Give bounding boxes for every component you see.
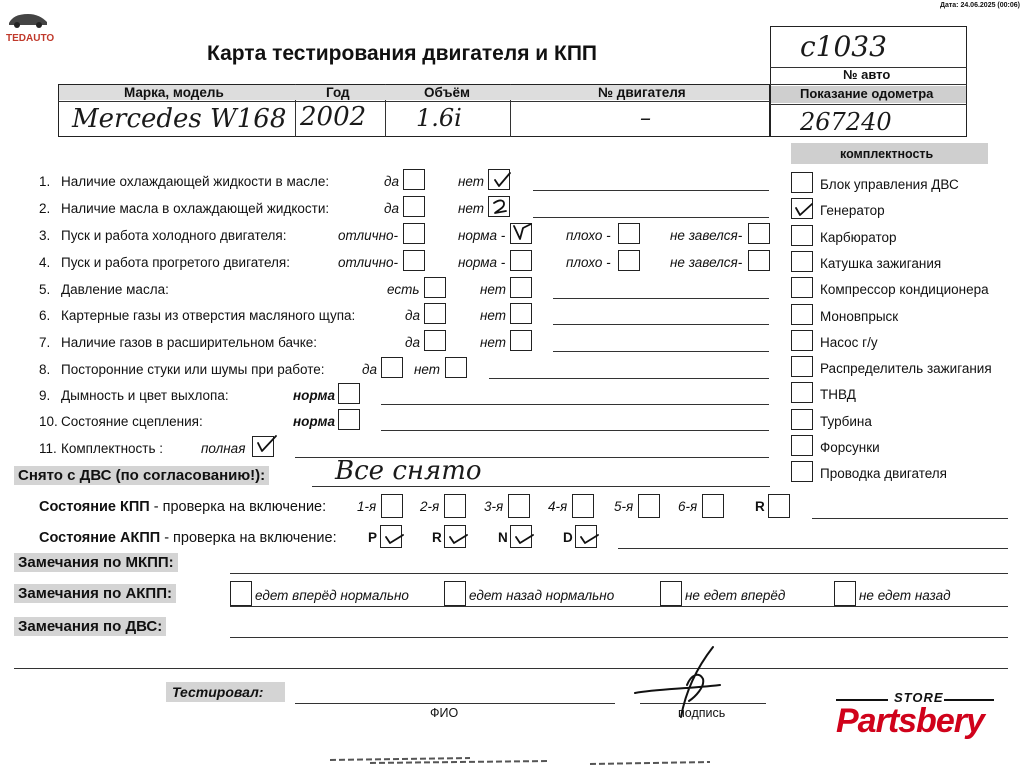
opt-no-start: не завелся- <box>670 228 743 243</box>
gear-checkbox[interactable] <box>572 494 594 518</box>
checkbox-bad[interactable] <box>618 223 640 244</box>
checkbox-yes[interactable] <box>424 330 446 351</box>
akpp-rest: - проверка на включение: <box>160 530 337 546</box>
signature-scribble <box>625 645 735 725</box>
checkmark-icon <box>512 527 534 547</box>
gear-label: 2-я <box>420 499 440 514</box>
completeness-item-label: Форсунки <box>820 440 880 455</box>
gear-label: 3-я <box>484 499 504 514</box>
checkmark-icon <box>382 527 404 547</box>
checkbox-normal[interactable] <box>338 383 360 404</box>
gear-label: 5-я <box>614 499 634 514</box>
opt-no: нет <box>480 308 507 323</box>
col-engine-no: № двигателя <box>598 85 686 100</box>
odometer-label: Показание одометра <box>800 86 934 101</box>
gear-checkbox[interactable] <box>381 494 403 518</box>
completeness-checkbox[interactable] <box>791 461 813 482</box>
scan-noise <box>330 748 850 768</box>
auto-position-label: P <box>368 530 378 545</box>
gear-label: 1-я <box>357 499 377 514</box>
opt-normal: норма <box>293 414 335 429</box>
row-number: 2. <box>39 201 51 216</box>
auto-remark-checkbox[interactable] <box>834 581 856 606</box>
completeness-item-label: Проводка двигателя <box>820 466 947 482</box>
signature-label: подпись <box>678 706 726 720</box>
row-text: Комплектность : <box>61 441 164 456</box>
tested-by-label: Тестировал: <box>166 682 285 702</box>
auto-position-label: R <box>432 530 442 545</box>
row-number: 5. <box>39 282 51 297</box>
gear-checkbox[interactable] <box>768 494 790 518</box>
print-date: Дата: 24.06.2025 (00:06) <box>939 2 1020 9</box>
completeness-checkbox[interactable] <box>791 435 813 456</box>
checkmark-icon <box>511 222 533 242</box>
row-number: 9. <box>39 388 51 403</box>
completeness-checkbox[interactable] <box>791 409 813 430</box>
checkmark-icon <box>793 199 815 219</box>
completeness-item-label: Карбюратор <box>820 229 897 245</box>
tedauto-logo <box>6 8 54 42</box>
opt-no: нет <box>458 174 485 189</box>
opt-no: нет <box>414 362 441 377</box>
auto-position-label: N <box>498 530 508 545</box>
completeness-item-label: Блок управления ДВС <box>820 177 959 192</box>
checkbox-yes[interactable] <box>403 169 425 190</box>
checkmark-icon <box>492 170 514 190</box>
removed-handwritten: Все снято <box>335 456 482 486</box>
opt-no-start: не завелся- <box>670 255 743 270</box>
partsbery-logo <box>836 690 1006 750</box>
checkbox-no-start[interactable] <box>748 250 770 271</box>
checkbox-excellent[interactable] <box>403 250 425 271</box>
remarks-auto-label: Замечания по АКПП: <box>14 584 176 603</box>
completeness-item-label: Турбина <box>820 413 872 429</box>
gear-label: 4-я <box>548 499 568 514</box>
col-volume: Объём <box>424 85 470 100</box>
row-text: Наличие охлаждающей жидкости в масле: <box>61 174 330 189</box>
gear-checkbox[interactable] <box>702 494 724 518</box>
make-handwritten: Mercedes W168 <box>72 104 287 134</box>
completeness-checkbox[interactable] <box>791 172 813 193</box>
opt-yes: да <box>384 201 399 216</box>
completeness-item-label: Катушка зажигания <box>820 255 942 271</box>
row-number: 7. <box>39 335 51 350</box>
gear-label: R <box>755 499 765 514</box>
engine-no-handwritten: – <box>640 106 651 131</box>
fio-label: ФИО <box>430 706 459 720</box>
row-text: Посторонние стуки или шумы при работе: <box>61 362 325 377</box>
auto-remark-checkbox[interactable] <box>444 581 466 606</box>
opt-no: нет <box>480 282 507 297</box>
odometer-handwritten: 267240 <box>800 108 892 136</box>
opt-normal: норма - <box>458 228 506 243</box>
col-year: Год <box>326 85 350 100</box>
auto-remark-label: не едет назад <box>859 588 951 603</box>
kpp-bold: Состояние КПП <box>39 499 150 515</box>
car-number-label: № авто <box>843 67 891 82</box>
checkbox-normal[interactable] <box>510 250 532 271</box>
auto-remark-label: едет вперёд нормально <box>255 588 409 603</box>
completeness-item-label: Моновпрыск <box>820 308 899 324</box>
opt-present: есть <box>387 282 420 297</box>
kpp-rest: - проверка на включение: <box>149 499 327 515</box>
checkbox-excellent[interactable] <box>403 223 425 244</box>
store-text: STORE <box>894 690 944 705</box>
row-number: 1. <box>39 174 51 189</box>
logo-text: TEDAUTO <box>6 33 55 44</box>
completeness-checkbox[interactable] <box>791 304 813 325</box>
checkbox-yes[interactable] <box>403 196 425 217</box>
row-text: Пуск и работа прогретого двигателя: <box>61 255 290 270</box>
completeness-item-label: Компрессор кондиционера <box>820 282 989 298</box>
opt-excellent: отлично- <box>338 255 398 270</box>
row-number: 8. <box>39 362 51 377</box>
checkmark-icon <box>446 527 468 547</box>
opt-normal: норма - <box>458 255 506 270</box>
checkbox-no-start[interactable] <box>748 223 770 244</box>
completeness-checkbox[interactable] <box>791 277 813 298</box>
opt-excellent: отлично- <box>338 228 398 243</box>
opt-no: нет <box>458 201 485 216</box>
row-text: Состояние сцепления: <box>61 414 203 429</box>
checkmark-icon <box>490 197 512 217</box>
akpp-label <box>39 530 337 546</box>
completeness-item-label: ТНВД <box>820 387 856 403</box>
opt-yes: да <box>405 308 420 323</box>
opt-normal: норма <box>293 388 335 403</box>
row-number: 3. <box>39 228 51 243</box>
completeness-checkbox[interactable] <box>791 251 813 272</box>
car-icon <box>6 8 50 30</box>
auto-remark-checkbox[interactable] <box>660 581 682 606</box>
remarks-manual-label: Замечания по МКПП: <box>14 553 178 572</box>
row-text: Наличие газов в расширительном бачке: <box>61 335 318 350</box>
gear-checkbox[interactable] <box>508 494 530 518</box>
remarks-engine-label: Замечания по ДВС: <box>14 617 166 636</box>
row-number: 10. <box>39 414 58 429</box>
checkbox-bad[interactable] <box>618 250 640 271</box>
checkbox-normal[interactable] <box>338 409 360 430</box>
row-number: 11. <box>39 441 57 456</box>
opt-yes: да <box>362 362 377 377</box>
row-text: Дымность и цвет выхлопа: <box>61 388 229 403</box>
row-text: Пуск и работа холодного двигателя: <box>61 228 287 243</box>
brand-text: Partsbery <box>836 702 984 740</box>
year-handwritten: 2002 <box>300 102 367 132</box>
akpp-bold: Состояние АКПП <box>39 530 161 546</box>
row-text: Давление масла: <box>61 282 169 297</box>
completeness-checkbox[interactable] <box>791 330 813 351</box>
auto-remark-checkbox[interactable] <box>230 581 252 606</box>
completeness-item-label: Генератор <box>820 203 885 219</box>
checkmark-icon <box>255 434 277 454</box>
completeness-checkbox[interactable] <box>791 225 813 246</box>
completeness-checkbox[interactable] <box>791 382 813 403</box>
opt-full: полная <box>201 441 246 456</box>
row-number: 4. <box>39 255 51 270</box>
volume-handwritten: 1.6i <box>416 104 462 132</box>
completeness-header: комплектность <box>840 147 934 161</box>
auto-remark-label: едет назад нормально <box>469 588 615 603</box>
checkbox-no[interactable] <box>510 277 532 298</box>
opt-yes: да <box>405 335 420 350</box>
car-number-handwritten: с1033 <box>800 30 887 63</box>
gear-label: 6-я <box>678 499 698 514</box>
checkbox-yes[interactable] <box>424 303 446 324</box>
completeness-checkbox[interactable] <box>791 356 813 377</box>
gear-checkbox[interactable] <box>444 494 466 518</box>
gear-checkbox[interactable] <box>638 494 660 518</box>
row-number: 6. <box>39 308 51 323</box>
row-text: Картерные газы из отверстия масляного щупа: <box>61 308 356 323</box>
checkbox-no[interactable] <box>445 357 467 378</box>
completeness-item-label: Насос г/у <box>820 334 878 350</box>
checkbox-present[interactable] <box>424 277 446 298</box>
completeness-item-label: Распределитель зажигания <box>820 361 992 377</box>
auto-position-label: D <box>563 530 573 545</box>
checkmark-icon <box>577 527 599 547</box>
col-make: Марка, модель <box>124 85 224 100</box>
checkbox-yes[interactable] <box>381 357 403 378</box>
checkbox-no[interactable] <box>510 303 532 324</box>
removed-label: Снято с ДВС (по согласованию!): <box>14 466 269 485</box>
page-title: Карта тестирования двигателя и КПП <box>207 42 598 65</box>
opt-bad: плохо - <box>566 228 611 243</box>
row-text: Наличие масла в охлаждающей жидкости: <box>61 201 330 216</box>
checkbox-no[interactable] <box>510 330 532 351</box>
opt-no: нет <box>480 335 507 350</box>
kpp-label <box>39 499 326 515</box>
opt-yes: да <box>384 174 399 189</box>
opt-bad: плохо - <box>566 255 611 270</box>
auto-remark-label: не едет вперёд <box>685 588 786 603</box>
